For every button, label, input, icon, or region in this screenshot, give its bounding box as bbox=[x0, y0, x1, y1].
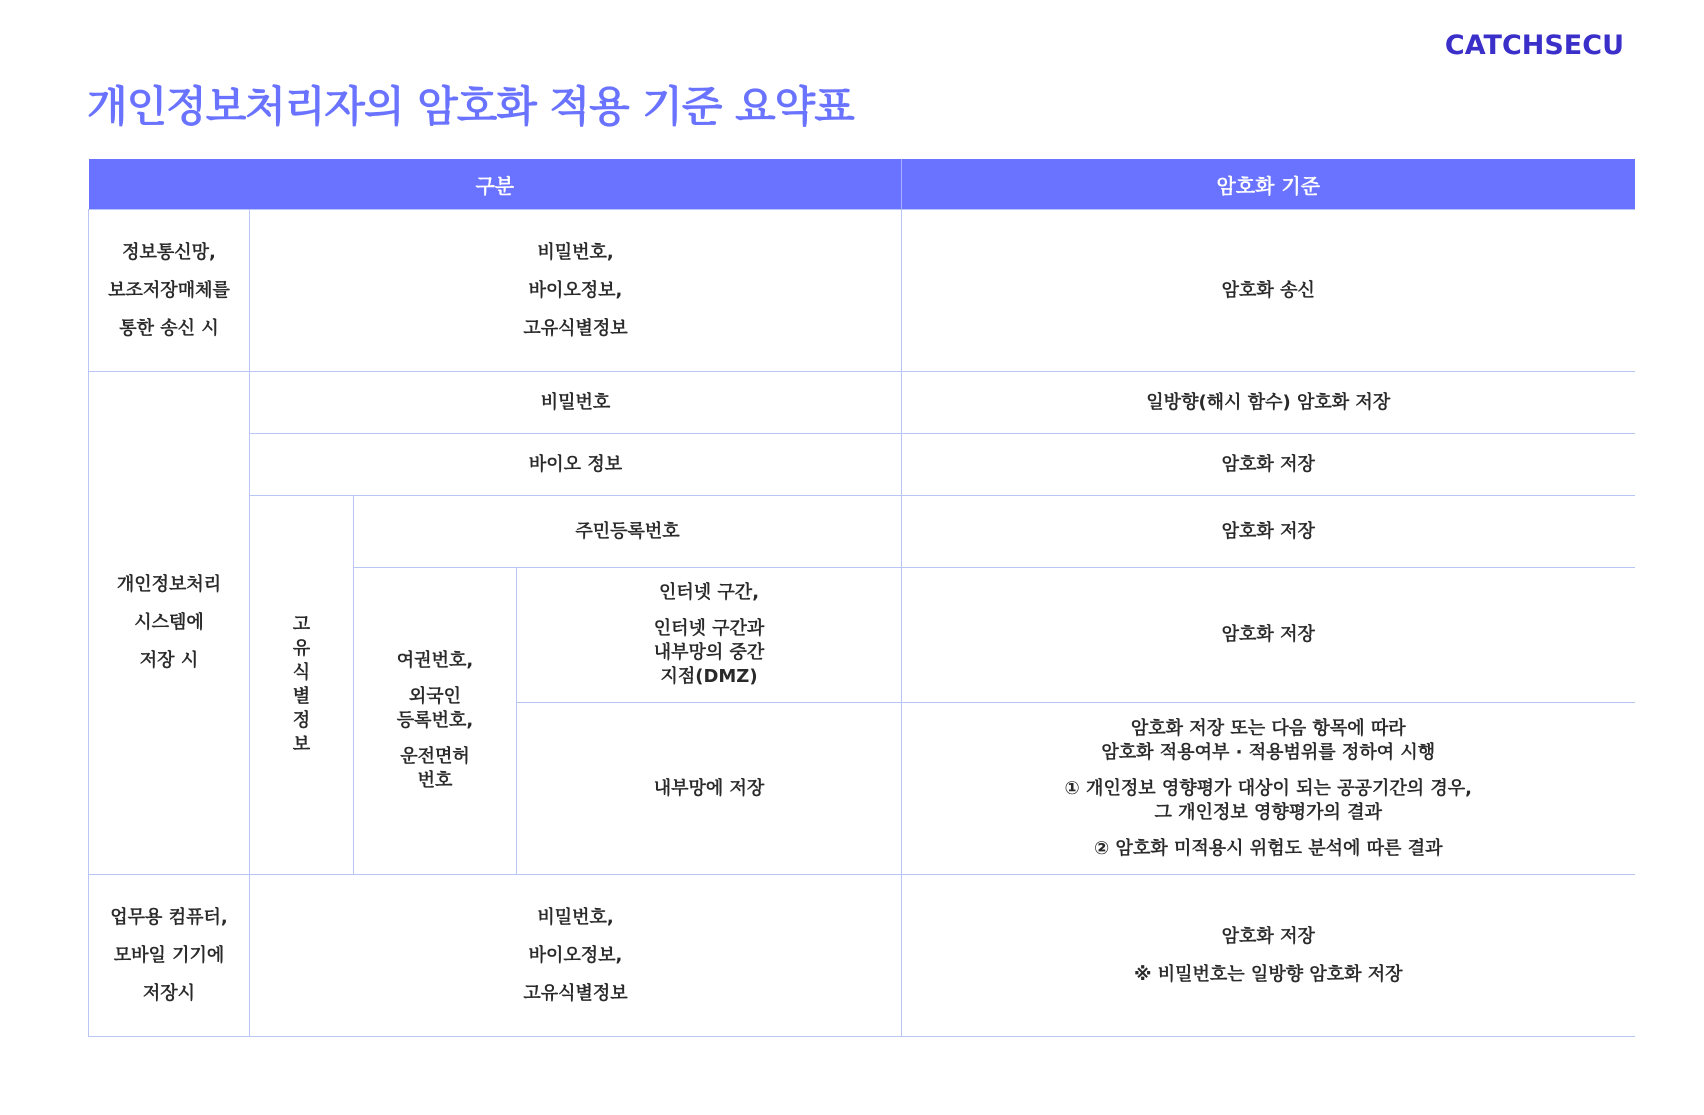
work-scope-line: 저장시 bbox=[142, 982, 196, 1004]
internal-criteria-line: ① 개인정보 영향평가 대상이 되는 공공기간의 경우, 그 개인정보 영향평가의 결과 bbox=[1064, 777, 1472, 823]
network-scope-cell bbox=[89, 210, 250, 372]
other-id-item: 여권번호, bbox=[396, 650, 474, 671]
internal-criteria-line: ② 암호화 미적용시 위험도 분석에 따른 결과 bbox=[1094, 837, 1443, 859]
network-scope-line: 정보통신망, bbox=[122, 241, 216, 263]
unique-id-char: 별 bbox=[292, 686, 311, 707]
network-item: 바이오정보, bbox=[528, 279, 623, 301]
unique-id-char: 식 bbox=[292, 662, 311, 683]
unique-id-vertical-label bbox=[292, 613, 312, 757]
work-item: 고유식별정보 bbox=[523, 982, 628, 1004]
rrn-cell: 주민등록번호 bbox=[354, 496, 902, 568]
other-ids-cell bbox=[354, 568, 517, 875]
network-scope-line: 보조저장매체를 bbox=[108, 279, 230, 301]
row-system-password bbox=[89, 372, 1635, 434]
internet-criteria: 암호화 저장 bbox=[902, 568, 1635, 703]
work-criteria-cell bbox=[902, 875, 1635, 1037]
system-scope-line: 저장 시 bbox=[139, 650, 199, 671]
network-items-cell bbox=[250, 210, 902, 372]
work-criteria-line: ※ 비밀번호는 일방향 암호화 저장 bbox=[1133, 963, 1403, 985]
header-criteria: 암호화 기준 bbox=[902, 159, 1635, 210]
network-criteria-cell: 암호화 송신 bbox=[902, 210, 1635, 372]
network-item: 고유식별정보 bbox=[523, 317, 628, 339]
work-scope-cell bbox=[89, 875, 250, 1037]
system-password-criteria: 일방향(해시 함수) 암호화 저장 bbox=[902, 372, 1635, 434]
header-row bbox=[89, 159, 1635, 210]
network-scope-line: 통한 송신 시 bbox=[119, 317, 219, 339]
internal-criteria-line: 암호화 저장 또는 다음 항목에 따라 암호화 적용여부 · 적용범위를 정하여 시행 bbox=[1101, 717, 1436, 763]
system-bio-cell: 바이오 정보 bbox=[250, 434, 902, 496]
system-scope-cell bbox=[89, 372, 250, 875]
rrn-criteria: 암호화 저장 bbox=[902, 496, 1635, 568]
work-item: 바이오정보, bbox=[528, 944, 623, 966]
internet-zone-line: 인터넷 구간과 내부망의 중간 지점(DMZ) bbox=[653, 618, 765, 687]
unique-id-char: 정 bbox=[292, 710, 311, 731]
other-id-item: 외국인 등록번호, bbox=[396, 686, 474, 731]
internet-zone-line: 인터넷 구간, bbox=[658, 582, 760, 603]
other-id-item: 운전면허 번호 bbox=[400, 746, 470, 791]
internal-criteria-cell bbox=[902, 703, 1635, 875]
system-password-cell: 비밀번호 bbox=[250, 372, 902, 434]
unique-id-char: 보 bbox=[292, 734, 311, 755]
header-category: 구분 bbox=[89, 159, 902, 210]
system-scope-line: 개인정보처리 bbox=[116, 574, 222, 595]
unique-id-char: 유 bbox=[292, 638, 311, 659]
row-system-rrn bbox=[89, 496, 1635, 568]
row-work-device bbox=[89, 875, 1635, 1037]
row-system-bio bbox=[89, 434, 1635, 496]
system-bio-criteria: 암호화 저장 bbox=[902, 434, 1635, 496]
encryption-summary-table bbox=[88, 159, 1635, 1037]
work-criteria-line: 암호화 저장 bbox=[1221, 925, 1315, 947]
unique-id-char: 고 bbox=[292, 614, 311, 635]
work-scope-line: 모바일 기기에 bbox=[113, 944, 225, 966]
page-title: 개인정보처리자의 암호화 적용 기준 요약표 bbox=[87, 82, 854, 131]
brand-logo: CATCHSECU bbox=[1444, 30, 1624, 61]
work-items-cell bbox=[250, 875, 902, 1037]
work-scope-line: 업무용 컴퓨터, bbox=[110, 906, 228, 928]
internal-zone-cell: 내부망에 저장 bbox=[517, 703, 902, 875]
unique-id-label-cell bbox=[250, 496, 354, 875]
system-scope-line: 시스템에 bbox=[134, 612, 204, 633]
row-network bbox=[89, 210, 1635, 372]
work-item: 비밀번호, bbox=[537, 906, 614, 928]
internet-zone-cell bbox=[517, 568, 902, 703]
network-item: 비밀번호, bbox=[537, 241, 614, 263]
